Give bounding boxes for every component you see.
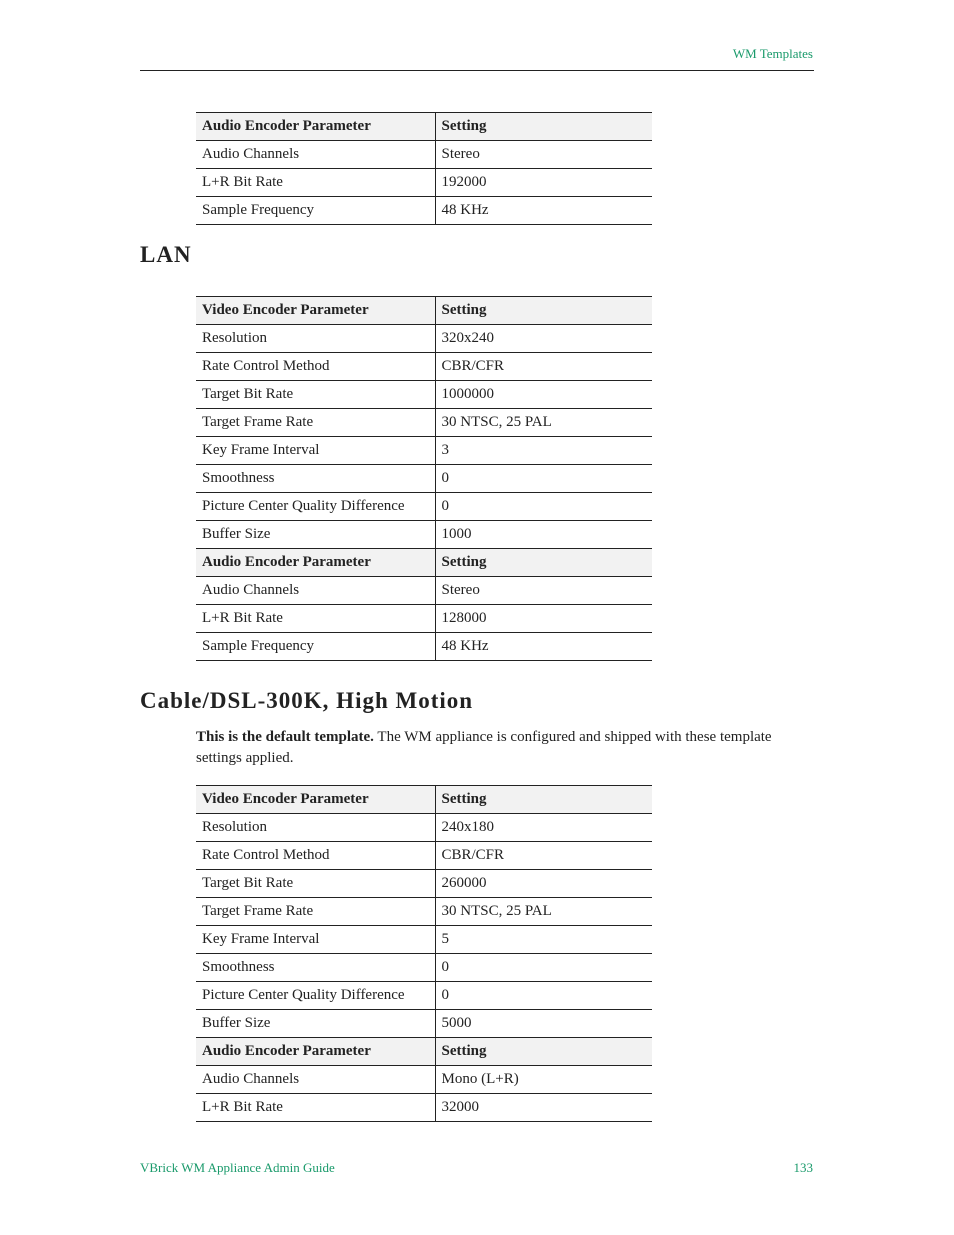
setting-cell: 260000 xyxy=(435,870,652,898)
table-header-row xyxy=(196,297,652,325)
parameter-cell: Resolution xyxy=(196,814,435,842)
running-header: WM Templates xyxy=(732,46,813,61)
column-header-setting: Setting xyxy=(435,1038,652,1066)
parameter-cell: L+R Bit Rate xyxy=(196,1094,435,1122)
column-header-setting: Setting xyxy=(435,549,652,577)
setting-cell: 0 xyxy=(435,982,652,1010)
table-row xyxy=(196,437,652,465)
table-row xyxy=(196,898,652,926)
parameter-cell: L+R Bit Rate xyxy=(196,605,435,633)
audio-settings-table-top xyxy=(196,112,652,225)
setting-cell: 48 KHz xyxy=(435,633,652,661)
column-header-parameter: Audio Encoder Parameter xyxy=(196,1038,435,1066)
setting-cell: 1000 xyxy=(435,521,652,549)
setting-cell: 32000 xyxy=(435,1094,652,1122)
table-row xyxy=(196,814,652,842)
section-heading-cable-dsl: Cable/DSL-300K, High Motion xyxy=(140,688,474,713)
table-row xyxy=(196,926,652,954)
parameter-cell: Target Frame Rate xyxy=(196,898,435,926)
parameter-cell: L+R Bit Rate xyxy=(196,169,435,197)
setting-cell: Stereo xyxy=(435,577,652,605)
setting-cell: 5 xyxy=(435,926,652,954)
parameter-cell: Audio Channels xyxy=(196,141,435,169)
footer-title: VBrick WM Appliance Admin Guide xyxy=(140,1160,335,1175)
setting-cell: 192000 xyxy=(435,169,652,197)
setting-cell: 240x180 xyxy=(435,814,652,842)
lan-settings-table xyxy=(196,296,652,661)
table-row xyxy=(196,605,652,633)
table-row xyxy=(196,954,652,982)
parameter-cell: Audio Channels xyxy=(196,1066,435,1094)
parameter-cell: Target Frame Rate xyxy=(196,409,435,437)
table-row xyxy=(196,1094,652,1122)
table-row xyxy=(196,1010,652,1038)
parameter-cell: Picture Center Quality Difference xyxy=(196,982,435,1010)
setting-cell: 320x240 xyxy=(435,325,652,353)
table-row xyxy=(196,870,652,898)
column-header-setting: Setting xyxy=(435,297,652,325)
setting-cell: 30 NTSC, 25 PAL xyxy=(435,409,652,437)
setting-cell: CBR/CFR xyxy=(435,842,652,870)
table-header-row xyxy=(196,1038,652,1066)
table-row xyxy=(196,493,652,521)
parameter-cell: Smoothness xyxy=(196,954,435,982)
column-header-parameter: Video Encoder Parameter xyxy=(196,786,435,814)
parameter-cell: Picture Center Quality Difference xyxy=(196,493,435,521)
column-header-parameter: Audio Encoder Parameter xyxy=(196,113,435,141)
page-number: 133 xyxy=(793,1160,813,1175)
setting-cell: 0 xyxy=(435,954,652,982)
parameter-cell: Target Bit Rate xyxy=(196,381,435,409)
table-row xyxy=(196,982,652,1010)
setting-cell: 3 xyxy=(435,437,652,465)
setting-cell: 5000 xyxy=(435,1010,652,1038)
table-header-row xyxy=(196,786,652,814)
table-header-row xyxy=(196,113,652,141)
setting-cell: 0 xyxy=(435,493,652,521)
setting-cell: 1000000 xyxy=(435,381,652,409)
parameter-cell: Buffer Size xyxy=(196,521,435,549)
column-header-setting: Setting xyxy=(435,113,652,141)
table-row xyxy=(196,842,652,870)
table-row xyxy=(196,141,652,169)
table-row xyxy=(196,353,652,381)
table-row xyxy=(196,409,652,437)
section-heading-lan: LAN xyxy=(140,242,192,267)
setting-cell: 30 NTSC, 25 PAL xyxy=(435,898,652,926)
setting-cell: 128000 xyxy=(435,605,652,633)
table-row xyxy=(196,169,652,197)
parameter-cell: Buffer Size xyxy=(196,1010,435,1038)
parameter-cell: Smoothness xyxy=(196,465,435,493)
table-row xyxy=(196,1066,652,1094)
table-row xyxy=(196,633,652,661)
column-header-parameter: Audio Encoder Parameter xyxy=(196,549,435,577)
parameter-cell: Target Bit Rate xyxy=(196,870,435,898)
column-header-parameter: Video Encoder Parameter xyxy=(196,297,435,325)
parameter-cell: Audio Channels xyxy=(196,577,435,605)
parameter-cell: Sample Frequency xyxy=(196,633,435,661)
intro-text: The WM appliance is configured and shipped with these template settings applied. xyxy=(196,729,772,766)
header-divider xyxy=(140,70,814,71)
setting-cell: 0 xyxy=(435,465,652,493)
parameter-cell: Rate Control Method xyxy=(196,842,435,870)
table-row xyxy=(196,197,652,225)
table-header-row xyxy=(196,549,652,577)
table-row xyxy=(196,325,652,353)
parameter-cell: Resolution xyxy=(196,325,435,353)
table-row xyxy=(196,465,652,493)
parameter-cell: Rate Control Method xyxy=(196,353,435,381)
parameter-cell: Sample Frequency xyxy=(196,197,435,225)
setting-cell: Stereo xyxy=(435,141,652,169)
intro-paragraph xyxy=(196,727,786,769)
column-header-setting: Setting xyxy=(435,786,652,814)
setting-cell: CBR/CFR xyxy=(435,353,652,381)
table-row xyxy=(196,577,652,605)
intro-bold: This is the default template. xyxy=(196,729,374,745)
parameter-cell: Key Frame Interval xyxy=(196,926,435,954)
setting-cell: 48 KHz xyxy=(435,197,652,225)
setting-cell: Mono (L+R) xyxy=(435,1066,652,1094)
table-row xyxy=(196,521,652,549)
cable-dsl-settings-table xyxy=(196,785,652,1122)
table-row xyxy=(196,381,652,409)
parameter-cell: Key Frame Interval xyxy=(196,437,435,465)
